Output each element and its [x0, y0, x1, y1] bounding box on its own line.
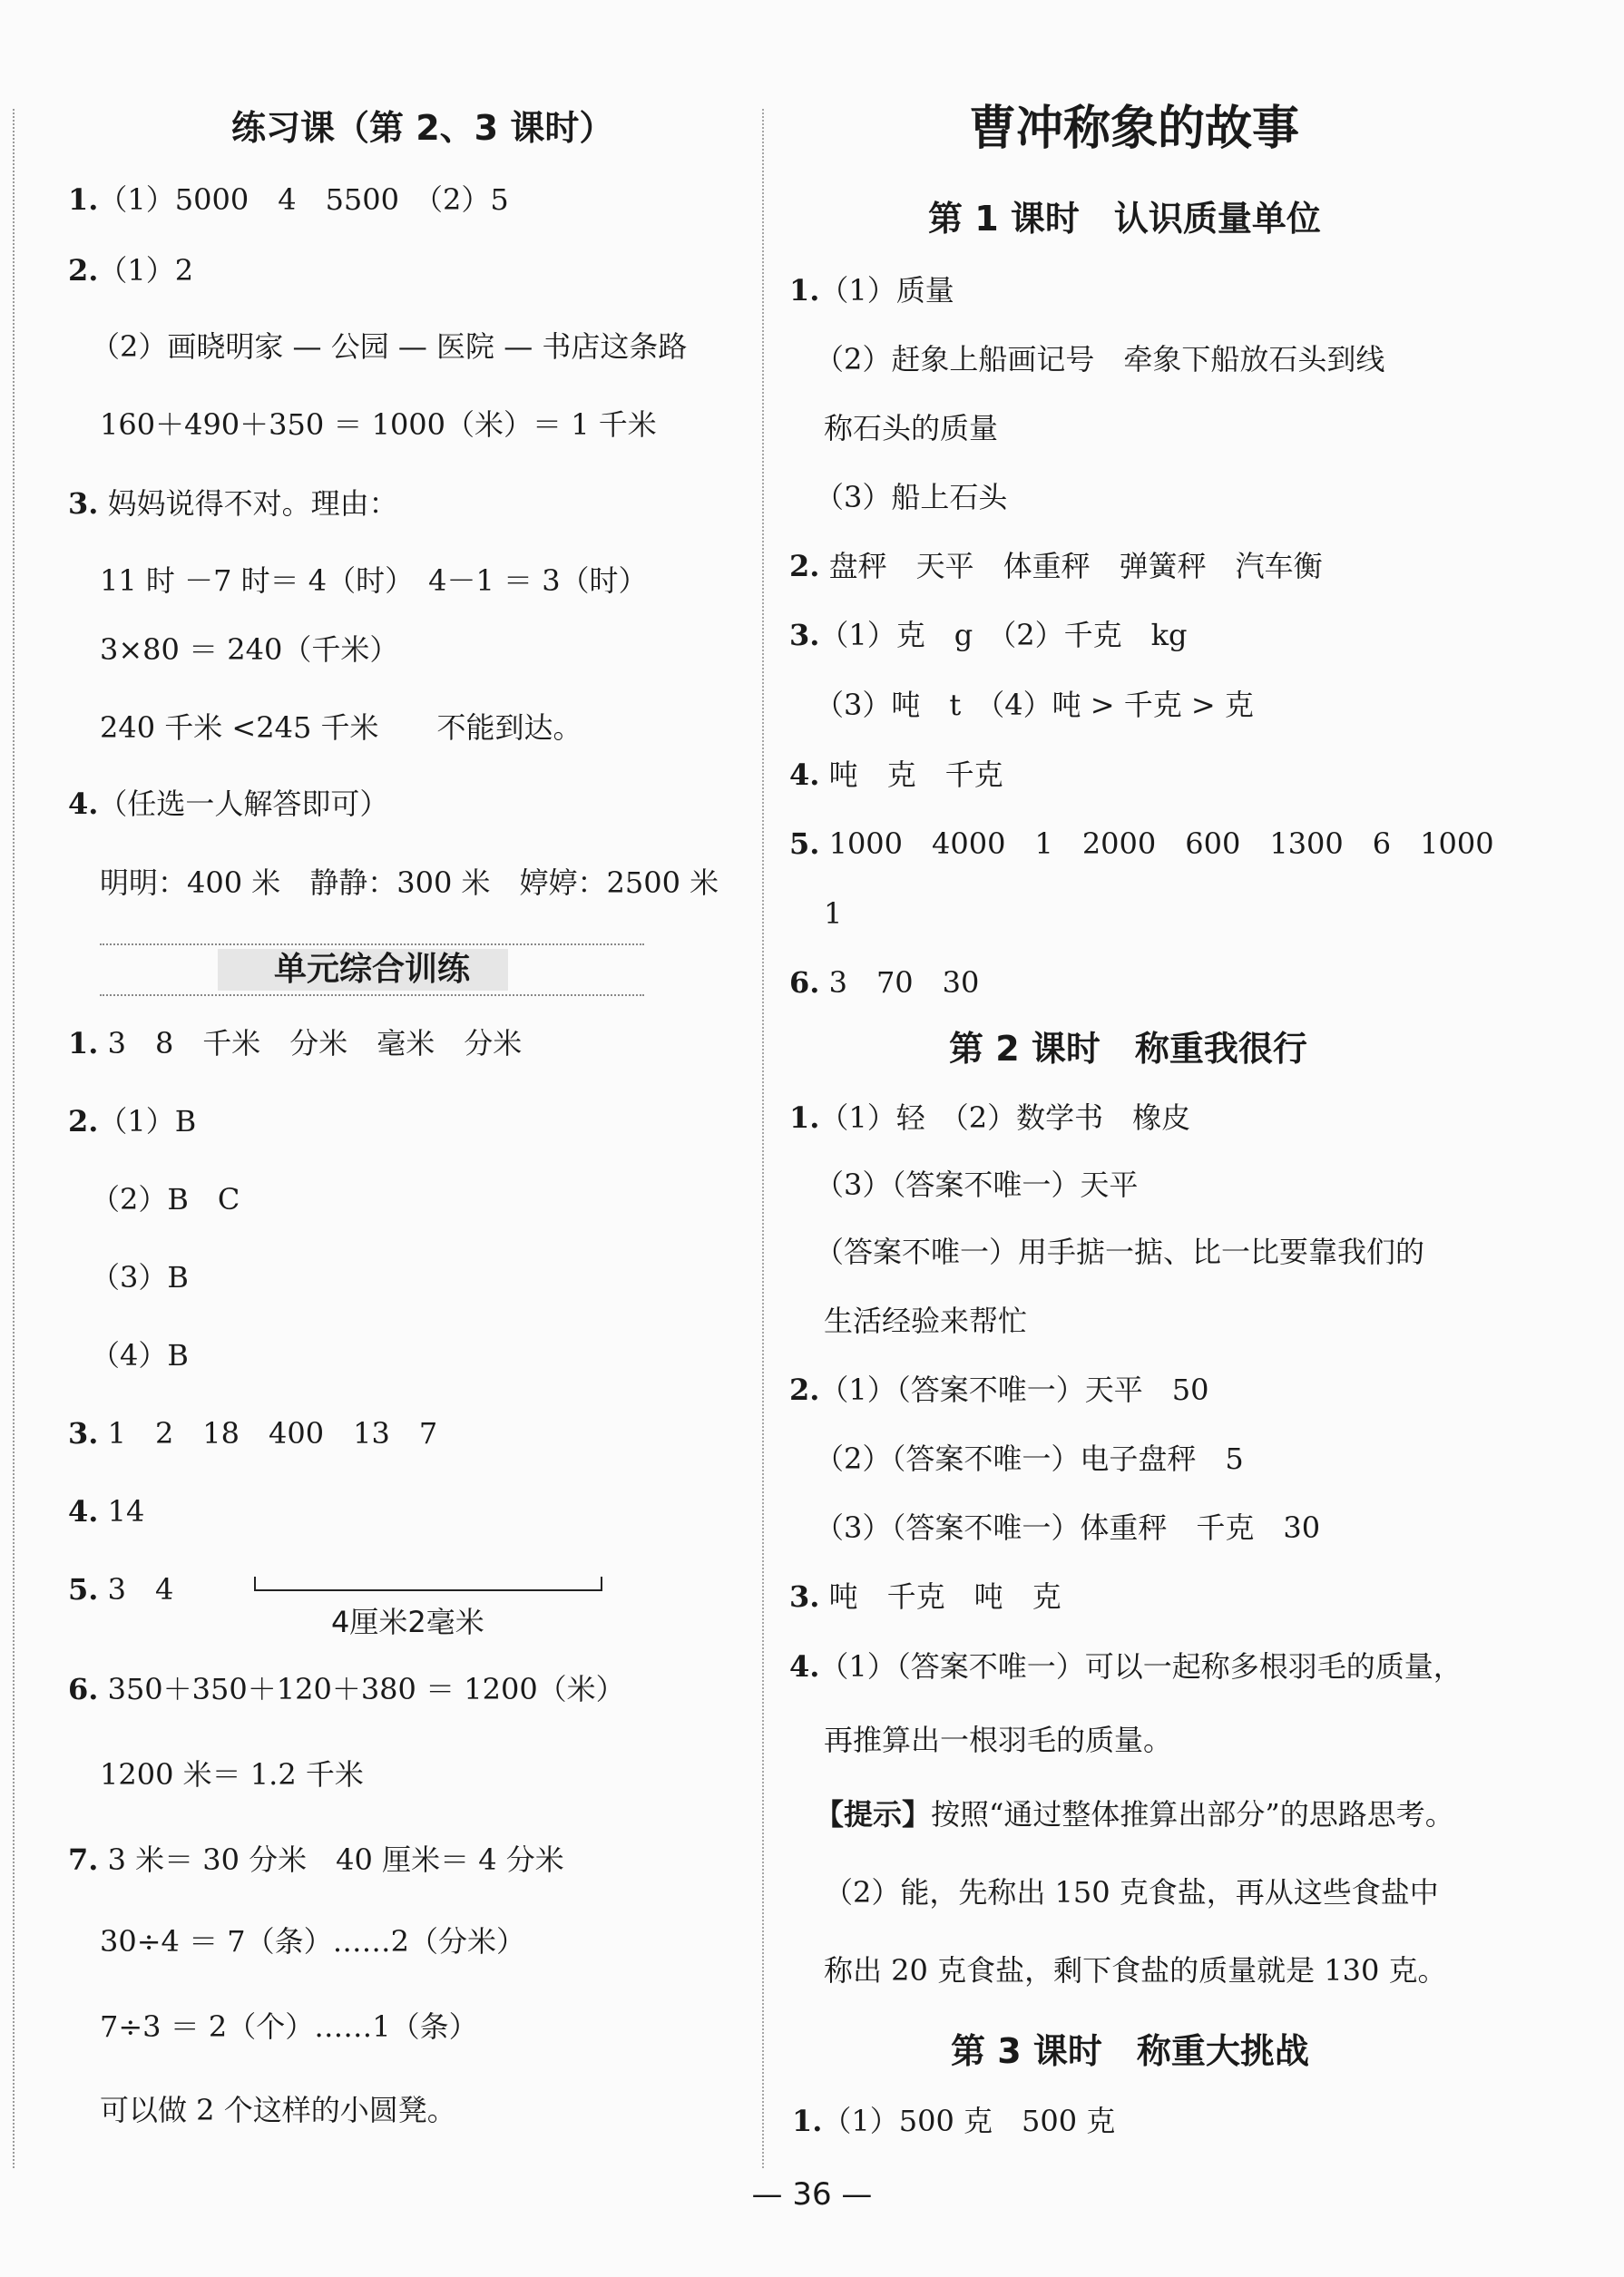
answer-line: 160＋490＋350 ＝ 1000（米）＝ 1 千米	[100, 407, 657, 442]
left-margin-border	[13, 109, 15, 2168]
answer-line: 5. 3 4	[68, 1572, 174, 1607]
hint-line: 【提示】按照“通过整体推算出部分”的思路思考。	[815, 1797, 1454, 1832]
answer-line: 6. 350＋350＋120＋380 ＝ 1200（米）	[68, 1672, 625, 1706]
answer-line: （2）能，先称出 150 克食盐，再从这些食盐中	[824, 1875, 1439, 1910]
answer-line: 4.（1）（答案不唯一）可以一起称多根羽毛的质量，	[789, 1649, 1463, 1684]
answer-line: 3.（1）克 g （2）千克 kg	[789, 618, 1188, 652]
answer-line: 1200 米＝ 1.2 千米	[100, 1757, 364, 1792]
answer-line: 2.（1）2	[68, 253, 194, 288]
answer-line: 240 千米 <245 千米 不能到达。	[100, 710, 582, 745]
answer-line: （3）船上石头	[815, 480, 1008, 514]
answer-line: 可以做 2 个这样的小圆凳。	[100, 2093, 456, 2127]
page-number: — 36 —	[751, 2176, 873, 2213]
answer-line: （3）（答案不唯一）天平	[815, 1168, 1139, 1202]
answer-line: 1.（1）轻 （2）数学书 橡皮	[789, 1100, 1191, 1135]
answer-line: （2）B C	[91, 1182, 240, 1217]
answer-line: 4. 14	[68, 1494, 145, 1529]
section-title: 单元综合训练	[273, 951, 470, 988]
answer-line: 1. 3 8 千米 分米 毫米 分米	[68, 1026, 523, 1060]
answer-line: 6. 3 70 30	[789, 965, 980, 1000]
lesson-3-heading: 第 3 课时 称重大挑战	[951, 2031, 1309, 2071]
answer-line: 3×80 ＝ 240（千米）	[100, 632, 399, 667]
answer-line: （答案不唯一）用手掂一掂、比一比要靠我们的	[815, 1235, 1425, 1269]
lesson-1-heading: 第 1 课时 认识质量单位	[928, 199, 1321, 239]
column-divider	[762, 109, 764, 2168]
answer-line: 2.（1）B	[68, 1104, 197, 1138]
answer-line: 3. 妈妈说得不对。理由：	[68, 486, 398, 521]
answer-line: 4. 吨 克 千克	[789, 757, 1003, 792]
answer-line: （3）吨 t （4）吨 > 千克 > 克	[815, 688, 1254, 722]
answer-line: 2. 盘秤 天平 体重秤 弹簧秤 汽车衡	[789, 549, 1323, 583]
answer-line: 再推算出一根羽毛的质量。	[824, 1723, 1173, 1757]
answer-line: 称石头的质量	[824, 411, 999, 445]
lesson-2-heading: 第 2 课时 称重我很行	[949, 1029, 1307, 1069]
unit-title: 曹冲称象的故事	[969, 101, 1300, 156]
hint-label: 【提示】	[815, 1797, 932, 1832]
answer-line: 7÷3 ＝ 2（个）……1（条）	[100, 2009, 478, 2044]
answer-line: 1.（1）500 克 500 克	[792, 2104, 1116, 2138]
answer-line: 明明：400 米 静静：300 米 婷婷：2500 米	[100, 865, 719, 900]
practice-lesson-heading: 练习课（第 2、3 课时）	[231, 108, 614, 148]
answer-line: 称出 20 克食盐，剩下食盐的质量就是 130 克。	[824, 1953, 1447, 1988]
unit-review-section-header	[100, 943, 644, 996]
answer-line: 2.（1）（答案不唯一）天平 50	[789, 1373, 1209, 1407]
answer-line: 4.（任选一人解答即可）	[68, 787, 389, 821]
answer-line: 生活经验来帮忙	[824, 1304, 1028, 1338]
answer-line: 1	[824, 896, 843, 931]
answer-line: 7. 3 米＝ 30 分米 40 厘米＝ 4 分米	[68, 1842, 564, 1877]
answer-line: （3）（答案不唯一）体重秤 千克 30	[815, 1510, 1321, 1545]
answer-line: 3. 1 2 18 400 13 7	[68, 1416, 438, 1451]
answer-line: 3. 吨 千克 吨 克	[789, 1579, 1061, 1614]
answer-line: 5. 1000 4000 1 2000 600 1300 6 1000	[789, 826, 1494, 861]
answer-line: （2）赶象上船画记号 牵象下船放石头到线	[815, 342, 1385, 376]
answer-line: 11 时 －7 时＝ 4（时） 4－1 ＝ 3（时）	[100, 563, 648, 598]
answer-line: 1.（1）质量	[789, 273, 954, 308]
answer-line: 1.（1）5000 4 5500 （2）5	[68, 182, 509, 217]
segment-length-label: 4厘米2毫米	[331, 1605, 484, 1639]
answer-line: （4）B	[91, 1338, 189, 1373]
answer-line: 30÷4 ＝ 7（条）……2（分米）	[100, 1924, 525, 1959]
answer-line: （2）画晓明家 — 公园 — 医院 — 书店这条路	[91, 329, 688, 364]
length-line-segment	[254, 1577, 602, 1591]
answer-line: （2）（答案不唯一）电子盘秤 5	[815, 1441, 1244, 1476]
answer-line: （3）B	[91, 1260, 189, 1295]
